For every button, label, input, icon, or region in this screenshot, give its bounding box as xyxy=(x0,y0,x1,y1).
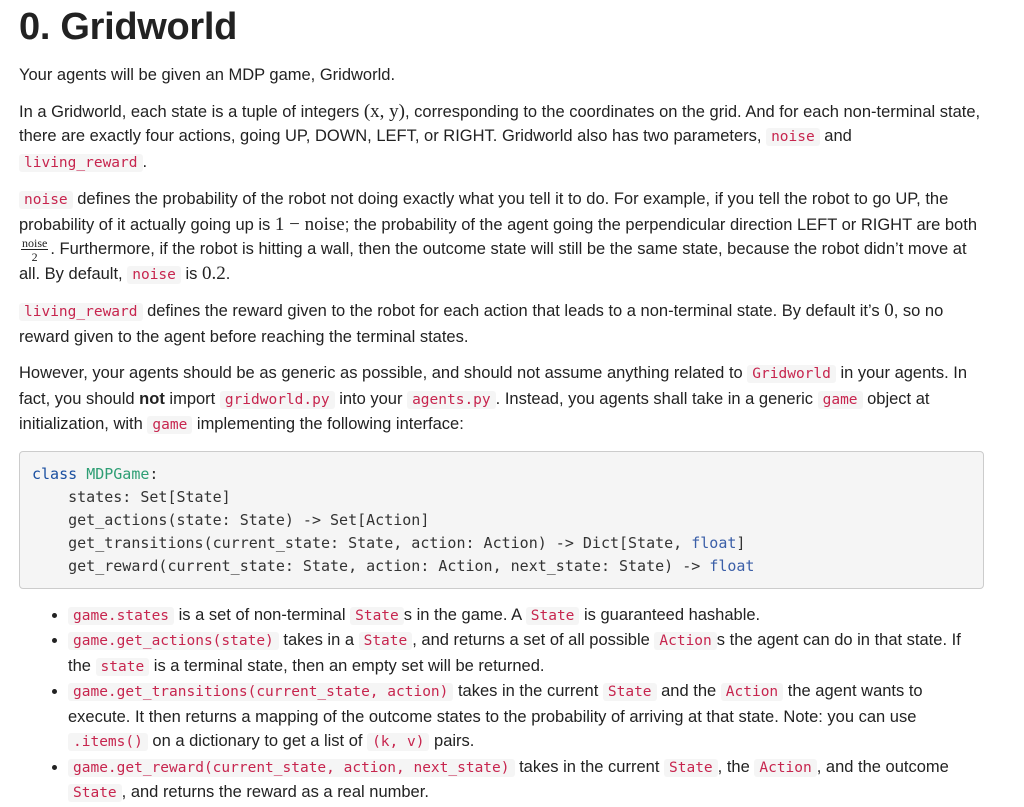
code-gridworld: Gridworld xyxy=(747,365,836,383)
code-state-lower: state xyxy=(96,658,150,676)
fraction-numerator: noise xyxy=(22,235,48,250)
code-state: State xyxy=(350,607,404,625)
text: defines the probability of the robot not doing exactly what you tell it to do. For example, if you tell the robot to go UP, the probability of it actually going up is xyxy=(19,190,949,234)
code-type-float: float xyxy=(709,556,755,575)
text: takes in the current xyxy=(514,757,664,776)
text: is a set of non-terminal xyxy=(174,605,351,624)
interface-bullet-list xyxy=(19,603,984,806)
text: ; the probability of the agent going the perpendicular direction LEFT or RIGHT are both xyxy=(344,215,977,234)
text: import xyxy=(164,389,220,408)
text: In a Gridworld, each state is a tuple of integers xyxy=(19,102,364,121)
code-gridworld-py: gridworld.py xyxy=(220,391,335,409)
math-one-minus-noise: 1 − noise xyxy=(274,213,345,235)
code-noise: noise xyxy=(127,266,181,284)
text: , the xyxy=(717,757,755,776)
text: in your agents. In fact, you should xyxy=(19,364,968,408)
text: s the agent can do in that state. If the xyxy=(68,631,961,675)
text: and xyxy=(819,127,852,145)
code-line-states: states: Set[State] xyxy=(32,487,231,506)
text: , and returns a set of all possible xyxy=(412,631,655,650)
list-item xyxy=(68,603,984,629)
code-k-v: (k, v) xyxy=(367,733,429,751)
generic-paragraph xyxy=(19,361,984,438)
text: However, your agents should be as generic as possible, and should not assume anything related to xyxy=(19,364,748,383)
text: , and the outcome xyxy=(816,757,949,776)
list-item xyxy=(68,755,984,806)
code-line-get-actions: get_actions(state: State) -> Set[Action] xyxy=(32,510,430,529)
text: implementing the following interface: xyxy=(192,415,464,434)
code-state: State xyxy=(359,632,413,650)
code-colon: : xyxy=(149,464,159,483)
text: s in the game. A xyxy=(403,605,526,624)
intro-text: Your agents will be given an MDP game, Gridworld. xyxy=(19,66,396,84)
code-action: Action xyxy=(754,759,816,777)
text: the agent wants to execute. It then returns a mapping of the outcome states to the probability of arriving at that state. Note: you can use xyxy=(68,682,923,726)
text: . xyxy=(142,152,148,171)
code-line-get-reward: get_reward(current_state: State, action: Action, next_state: State) -> xyxy=(32,556,710,575)
fraction-noise-over-two xyxy=(21,235,48,264)
math-default-noise: 0.2 xyxy=(201,262,226,284)
text: takes in a xyxy=(278,631,359,650)
text: is xyxy=(180,264,202,283)
text: , and returns the reward as a real number. xyxy=(121,783,429,802)
state-paragraph xyxy=(19,100,984,176)
list-item xyxy=(68,679,984,755)
fraction-denominator: 2 xyxy=(31,249,38,264)
code-noise: noise xyxy=(19,191,73,209)
text: , corresponding to the coordinates on the grid. And for each non-terminal state, there are exactly four actions, going UP, DOWN, LEFT, or RIGHT. Gridworld also has two parameters, xyxy=(19,102,981,145)
text: is guaranteed hashable. xyxy=(579,605,761,624)
intro-paragraph xyxy=(19,63,984,88)
code-state: State xyxy=(603,683,657,701)
code-block-mdpgame xyxy=(19,451,984,589)
code-get-actions: game.get_actions(state) xyxy=(68,632,279,650)
text: . Furthermore, if the robot is hitting a wall, then the outcome state will still be the same state, because the robot didn’t move at all. By default, xyxy=(19,240,967,283)
code-action: Action xyxy=(721,683,783,701)
code-state: State xyxy=(664,759,718,777)
text: on a dictionary to get a list of xyxy=(147,732,368,751)
text: , so no reward given to the agent before reaching the terminal states. xyxy=(19,302,944,346)
math-xy: (x, y) xyxy=(363,100,406,122)
code-game-states: game.states xyxy=(68,607,174,625)
bold-not: not xyxy=(139,389,165,408)
code-type-float: float xyxy=(691,533,737,552)
text: and the xyxy=(656,682,721,701)
code-get-transitions: game.get_transitions(current_state, action) xyxy=(68,683,453,701)
text: takes in the current xyxy=(453,682,603,701)
text: pairs. xyxy=(429,732,475,751)
text: . xyxy=(225,264,231,283)
text: into your xyxy=(334,389,408,408)
code-state: State xyxy=(68,784,122,802)
text: defines the reward given to the robot for each action that leads to a non-terminal state. By default it’s xyxy=(142,302,885,321)
code-agents-py: agents.py xyxy=(407,391,496,409)
code-living-reward: living_reward xyxy=(19,303,143,321)
code-game: game xyxy=(147,416,192,434)
text: is a terminal state, then an empty set will be returned. xyxy=(149,656,545,675)
code-living-reward: living_reward xyxy=(19,154,143,172)
page-title: 0. Gridworld xyxy=(19,6,238,48)
code-game: game xyxy=(818,391,863,409)
keyword-class: class xyxy=(32,464,78,483)
living-reward-paragraph xyxy=(19,299,984,349)
code-line-get-transitions: get_transitions(current_state: State, action: Action) -> Dict[State, xyxy=(32,533,692,552)
math-zero: 0 xyxy=(884,300,894,322)
text: object at initialization, with xyxy=(19,389,930,434)
code-get-reward: game.get_reward(current_state, action, next_state) xyxy=(68,759,515,777)
noise-paragraph xyxy=(19,187,984,287)
code-bracket: ] xyxy=(736,533,746,552)
code-noise: noise xyxy=(766,128,820,146)
text: . Instead, you agents shall take in a generic xyxy=(495,389,818,408)
class-name: MDPGame xyxy=(86,464,150,483)
code-action: Action xyxy=(654,632,716,650)
code-state: State xyxy=(526,607,580,625)
code-items: .items() xyxy=(68,733,148,751)
list-item xyxy=(68,628,984,679)
